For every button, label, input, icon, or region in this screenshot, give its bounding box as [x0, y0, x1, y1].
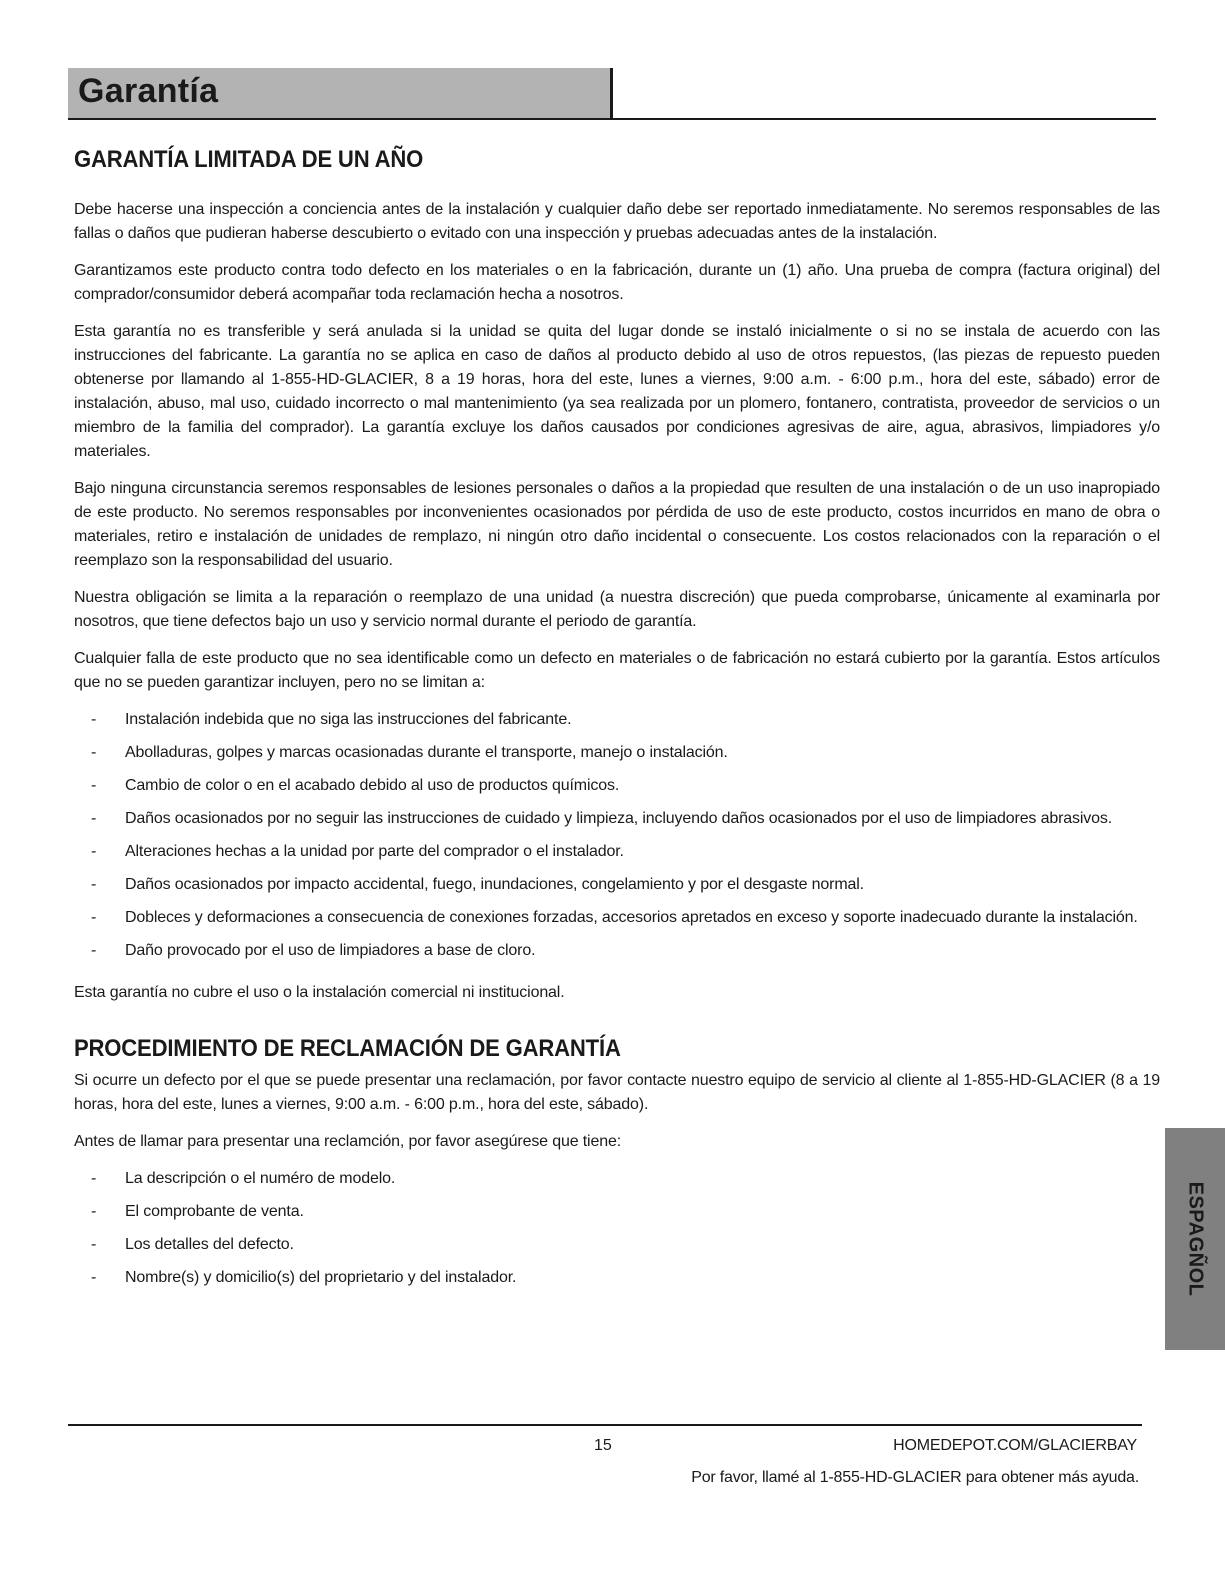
footer-divider [68, 1424, 1142, 1426]
warranty-paragraph: Debe hacerse una inspección a conciencia antes de la instalación y cualquier daño debe ser reportado inmediatamente. No seremos responsables de las fallas o daños que pudieran haberse descubierto o evitado con una inspección y pruebas adecuadas antes de la instalación. [74, 201, 1160, 242]
list-item-text: Daño provocado por el uso de limpiadores a base de cloro. [125, 942, 536, 959]
claim-paragraph: Si ocurre un defecto por el que se puede presentar una reclamación, por favor contacte nuestro equipo de servicio al cliente al 1-855-HD-GLACIER (8 a 19 horas, hora del este, lunes a viernes, 9:00 a.m. - 6:00 p.m., hora del este, sábado). [74, 1072, 1160, 1113]
claim-heading: PROCEDIMIENTO DE RECLAMACIÓN DE GARANTÍA [74, 1035, 621, 1062]
list-item-text: Alteraciones hechas a la unidad por parte del comprador o el instalador. [125, 843, 624, 860]
warranty-closing: Esta garantía no cubre el uso o la instalación comercial ni institucional. [74, 984, 565, 1001]
website-link: HOMEDEPOT.COM/GLACIERBAY [893, 1437, 1137, 1454]
claim-requirements-list [74, 1167, 1160, 1290]
dash-bullet: - [91, 711, 97, 728]
list-item-text: La descripción o el numéro de modelo. [125, 1170, 396, 1187]
list-item [74, 774, 1160, 798]
list-item-text: Daños ocasionados por impacto accidental, fuego, inundaciones, congelamiento y por el desgaste normal. [125, 876, 864, 893]
main-content [74, 140, 1160, 1300]
list-item [74, 1233, 1160, 1257]
language-side-tab [1165, 1128, 1225, 1350]
list-item [74, 840, 1160, 864]
warranty-paragraph: Cualquier falla de este producto que no sea identificable como un defecto en materiales o de fabricación no estará cubierto por la garantía. Estos artículos que no se pueden garantizar incluyen, pero no se limitan a: [74, 650, 1160, 691]
list-item-text: Dobleces y deformaciones a consecuencia de conexiones forzadas, accesorios apretados en exceso y soporte inadecuado durante la instalación. [125, 909, 1138, 926]
list-item [74, 873, 1160, 897]
dash-bullet: - [91, 1269, 97, 1286]
language-tab-label: ESPAGÑOL [1184, 1181, 1207, 1297]
section-header-band [68, 68, 613, 118]
dash-bullet: - [91, 1236, 97, 1253]
warranty-paragraph: Bajo ninguna circunstancia seremos responsables de lesiones personales o daños a la propiedad que resulten de una instalación o de un uso inapropiado de este producto. No seremos responsables por inconvenientes ocasionados por pérdida de uso de este producto, costos incurridos en mano de obra o materiales, retiro e instalación de unidades de remplazo, ni ningún otro daño incidental o consecuente. Los costos relacionados con la reparación o el reemplazo son la responsabilidad del usuario. [74, 480, 1160, 569]
dash-bullet: - [91, 942, 97, 959]
list-item-text: El comprobante de venta. [125, 1203, 304, 1220]
help-text: Por favor, llamé al 1-855-HD-GLACIER para obtener más ayuda. [691, 1469, 1139, 1486]
list-item [74, 939, 1160, 963]
list-item [74, 741, 1160, 765]
dash-bullet: - [91, 1203, 97, 1220]
list-item [74, 1266, 1160, 1290]
exclusions-list [74, 708, 1160, 963]
list-item-text: Instalación indebida que no siga las instrucciones del fabricante. [125, 711, 572, 728]
list-item [74, 1167, 1160, 1191]
list-item-text: Los detalles del defecto. [125, 1236, 294, 1253]
header-divider [68, 118, 1156, 120]
dash-bullet: - [91, 1170, 97, 1187]
warranty-paragraph: Garantizamos este producto contra todo defecto en los materiales o en la fabricación, durante un (1) año. Una prueba de compra (factura original) del comprador/consumidor deberá acompañar toda reclamación hecha a nosotros. [74, 262, 1160, 303]
list-item [74, 1200, 1160, 1224]
dash-bullet: - [91, 876, 97, 893]
claim-paragraph: Antes de llamar para presentar una reclamción, por favor asegúrese que tiene: [74, 1133, 621, 1150]
list-item-text: Abolladuras, golpes y marcas ocasionadas durante el transporte, manejo o instalación. [125, 744, 728, 761]
warranty-heading: GARANTÍA LIMITADA DE UN AÑO [74, 146, 424, 173]
list-item [74, 708, 1160, 732]
list-item-text: Cambio de color o en el acabado debido al uso de productos químicos. [125, 777, 620, 794]
dash-bullet: - [91, 909, 97, 926]
dash-bullet: - [91, 777, 97, 794]
list-item-text: Nombre(s) y domicilio(s) del proprietario y del instalador. [125, 1269, 517, 1286]
list-item [74, 807, 1160, 831]
dash-bullet: - [91, 843, 97, 860]
dash-bullet: - [91, 810, 97, 827]
section-title: Garantía [78, 72, 219, 110]
dash-bullet: - [91, 744, 97, 761]
warranty-paragraph: Nuestra obligación se limita a la reparación o reemplazo de una unidad (a nuestra discreción) que pueda comprobarse, únicamente al examinarla por nosotros, que tiene defectos bajo un uso y servicio normal durante el periodo de garantía. [74, 589, 1160, 630]
warranty-paragraph: Esta garantía no es transferible y será anulada si la unidad se quita del lugar donde se instaló inicialmente o si no se instala de acuerdo con las instrucciones del fabricante. La garantía no se aplica en caso de daños al producto debido al uso de otros repuestos, (las piezas de repuesto pueden obtenerse por llamando al 1-855-HD-GLACIER, 8 a 19 horas, hora del este, lunes a viernes, 9:00 a.m. - 6:00 p.m., hora del este, sábado) error de instalación, abuso, mal uso, cuidado incorrecto o mal mantenimiento (ya sea realizada por un plomero, fontanero, contratista, proveedor de servicios o un miembro de la familia del comprador). La garantía excluye los daños causados por condiciones agresivas de aire, agua, abrasivos, limpiadores y/o materiales. [74, 323, 1160, 460]
page-number: 15 [594, 1437, 612, 1454]
list-item-text: Daños ocasionados por no seguir las instrucciones de cuidado y limpieza, incluyendo daños ocasionados por el uso de limpiadores abrasivos. [125, 810, 1113, 827]
list-item [74, 906, 1160, 930]
